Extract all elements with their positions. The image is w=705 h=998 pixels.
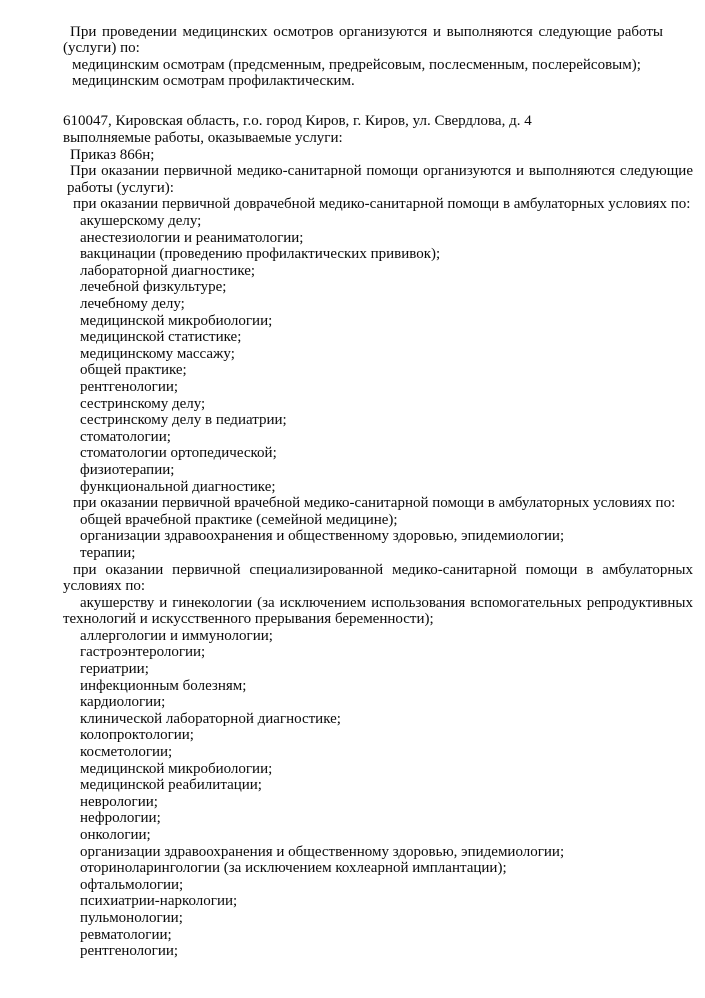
- subsection-header-specialized-line-1: при оказании первичной специализированной медико-санитарной помощи в амбулаторных: [73, 561, 693, 578]
- service-item: медицинским осмотрам (предсменным, предрейсовым, послесменным, послерейсовым);: [72, 56, 641, 73]
- service-item: пульмонологии;: [80, 909, 183, 926]
- pmsp-paragraph-line-2: работы (услуги):: [67, 179, 174, 196]
- service-item: аллергологии и иммунологии;: [80, 627, 273, 644]
- subsection-header-vrachebnaya: при оказании первичной врачебной медико-санитарной помощи в амбулаторных условиях по:: [73, 495, 676, 512]
- service-item: организации здравоохранения и общественному здоровью, эпидемиологии;: [80, 528, 565, 545]
- service-item: медицинской реабилитации;: [80, 777, 262, 794]
- service-item: медицинской статистике;: [80, 329, 242, 346]
- subsection-header-dovrachebnaya: при оказании первичной доврачебной медико-санитарной помощи в амбулаторных условиях по:: [73, 196, 691, 213]
- service-item: нефрологии;: [80, 810, 161, 827]
- service-item: гериатрии;: [80, 661, 149, 678]
- service-item: анестезиологии и реаниматологии;: [80, 229, 304, 246]
- service-item: кардиологии;: [80, 694, 166, 711]
- service-item: онкологии;: [80, 827, 151, 843]
- service-item: психиатрии-наркологии;: [80, 893, 238, 910]
- service-item: общей врачебной практике (семейной медицине);: [80, 511, 398, 528]
- service-item: клинической лабораторной диагностике;: [80, 710, 341, 727]
- service-item: лечебному делу;: [80, 296, 185, 312]
- service-item: колопроктологии;: [80, 727, 194, 744]
- service-item: стоматологии ортопедической;: [80, 445, 277, 462]
- service-item: физиотерапии;: [80, 461, 175, 478]
- service-item: медицинским осмотрам профилактическим.: [72, 73, 355, 90]
- service-item: стоматологии;: [80, 428, 171, 445]
- intro-paragraph-line-1: При проведении медицинских осмотров организуются и выполняются следующие работы: [70, 23, 663, 40]
- service-item-line-1: акушерству и гинекологии (за исключением использования вспомогательных репродуктивных: [80, 594, 693, 611]
- service-item: общей практике;: [80, 362, 187, 379]
- service-item: рентгенологии;: [80, 378, 179, 395]
- service-item: медицинскому массажу;: [80, 345, 235, 362]
- service-item: косметологии;: [80, 744, 173, 761]
- subsection-header-specialized-line-2: условиях по:: [63, 578, 146, 595]
- service-item-line-2: технологий и искусственного прерывания беременности);: [63, 611, 434, 628]
- service-item: оториноларингологии (за исключением кохлеарной имплантации);: [80, 860, 507, 877]
- service-item: лабораторной диагностике;: [80, 262, 256, 279]
- service-item: гастроэнтерологии;: [80, 644, 206, 661]
- service-item: вакцинации (проведению профилактических прививок);: [80, 246, 441, 263]
- service-item: медицинской микробиологии;: [80, 760, 273, 777]
- service-item: функциональной диагностике;: [80, 478, 276, 495]
- service-item: инфекционным болезням;: [80, 677, 247, 694]
- service-item: медицинской микробиологии;: [80, 312, 273, 329]
- pmsp-paragraph-line-1: При оказании первичной медико-санитарной помощи организуются и выполняются следующие: [70, 163, 693, 180]
- works-heading: выполняемые работы, оказываемые услуги:: [63, 130, 343, 147]
- order-line: Приказ 866н;: [70, 146, 155, 163]
- service-item: акушерскому делу;: [80, 213, 202, 230]
- address-line: 610047, Кировская область, г.о. город Киров, г. Киров, ул. Свердлова, д. 4: [63, 113, 532, 130]
- service-item: рентгенологии;: [80, 943, 179, 960]
- intro-paragraph-line-2: (услуги) по:: [63, 40, 140, 57]
- service-item: неврологии;: [80, 793, 158, 810]
- service-item: лечебной физкультуре;: [80, 279, 227, 296]
- service-item: организации здравоохранения и общественному здоровью, эпидемиологии;: [80, 843, 565, 860]
- service-item: сестринскому делу;: [80, 395, 206, 412]
- service-item: терапии;: [80, 544, 136, 561]
- service-item: сестринскому делу в педиатрии;: [80, 412, 287, 429]
- service-item: ревматологии;: [80, 926, 172, 943]
- service-item: офтальмологии;: [80, 876, 184, 893]
